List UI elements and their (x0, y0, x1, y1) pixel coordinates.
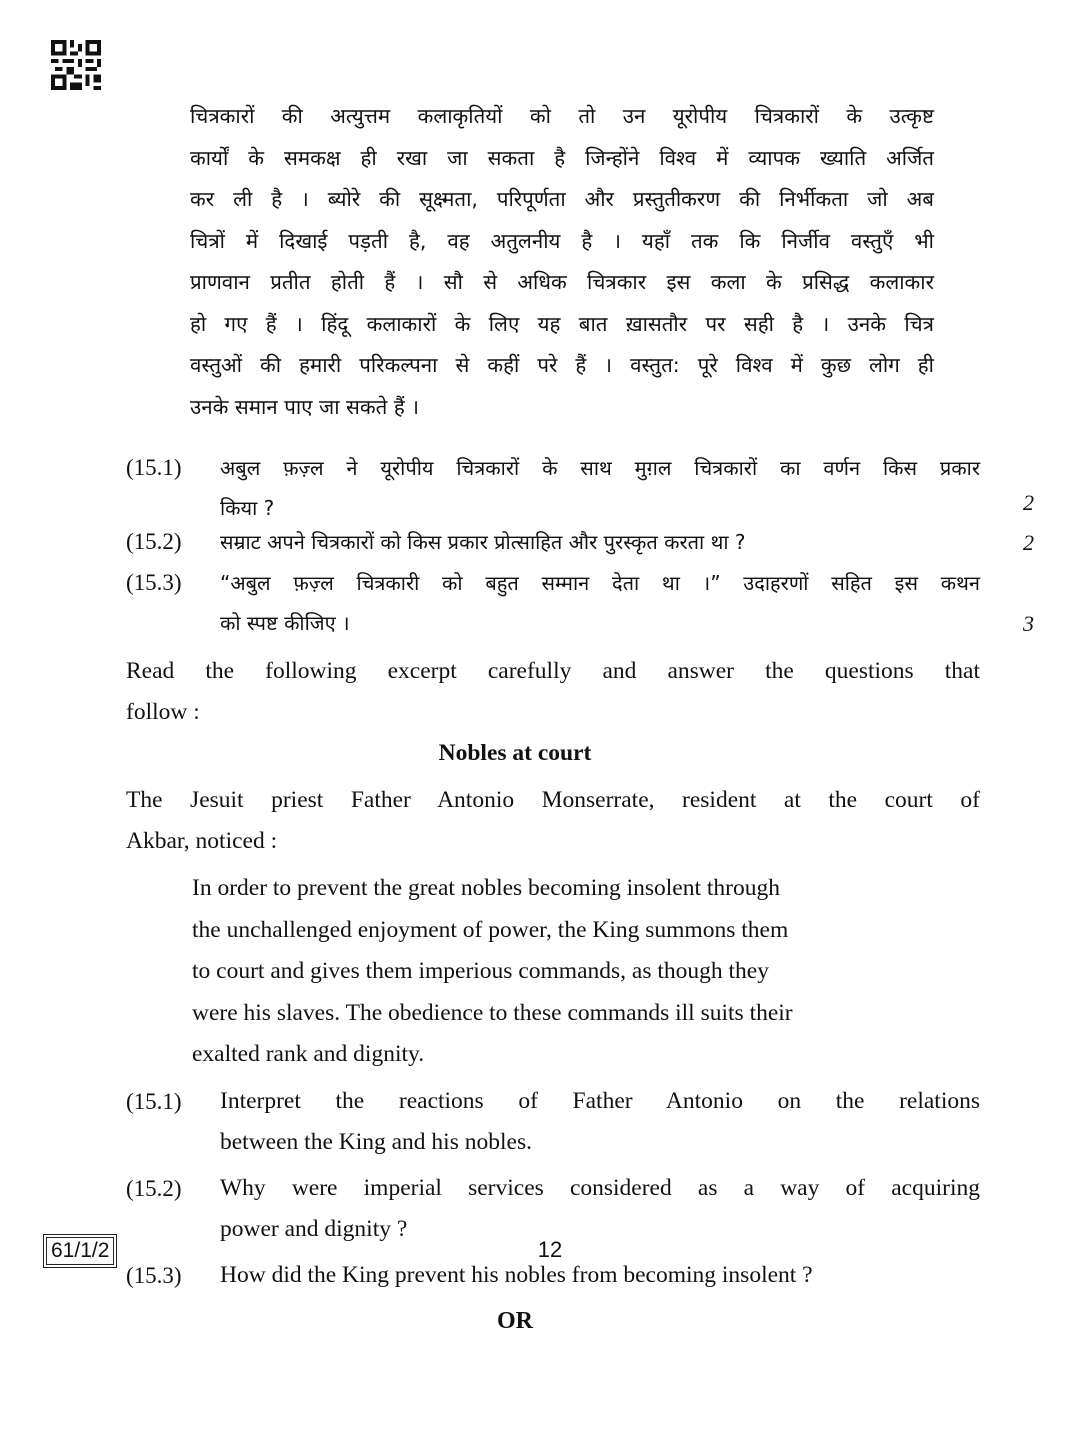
paper-code: 61/1/2 (46, 1237, 114, 1265)
quoted-excerpt (192, 868, 934, 1076)
quote-line: exalted rank and dignity. (192, 1041, 425, 1067)
or-label: OR (497, 1308, 533, 1334)
question-text (220, 563, 980, 643)
passage-line: कर ली है । ब्योरे की सूक्ष्मता, परिपूर्णता और प्रस्तुतीकरण की निर्भीकता जो अब (190, 187, 934, 211)
quote-line: to court and gives them imperious commands, as though they (192, 958, 769, 984)
question-number: (15.3) (126, 1263, 182, 1288)
question-line: Why were imperial services considered as a way of acquiring (220, 1175, 980, 1201)
intro-paragraph (126, 780, 980, 862)
question-number: (15.3) (126, 570, 182, 595)
question-line: किया ? (220, 496, 275, 520)
section-title: Nobles at court (438, 740, 592, 766)
passage-line: चित्रकारों की अत्युत्तम कलाकृतियों को तो उन यूरोपीय चित्रकारों के उत्कृष्ट (190, 104, 934, 128)
question-text (220, 1081, 980, 1163)
instruction-line: Read the following excerpt carefully and answer the questions that (126, 658, 980, 684)
question-line: between the King and his nobles. (220, 1129, 532, 1155)
hindi-question-15-1 (126, 448, 1036, 528)
hindi-question-15-2 (126, 522, 1036, 562)
question-marks: 3 (1023, 611, 1034, 636)
question-line: को स्पष्ट कीजिए । (220, 611, 350, 635)
hindi-question-15-3 (126, 563, 1036, 643)
question-line: अबुल फ़ज़्ल ने यूरोपीय चित्रकारों के साथ मुग़ल चित्रकारों का वर्णन किस प्रकार (220, 456, 980, 480)
passage-line: प्राणवान प्रतीत होती हैं । सौ से अधिक चित्रकार इस कला के प्रसिद्ध कलाकार (190, 270, 934, 294)
instruction (126, 651, 980, 733)
question-marks: 2 (1023, 490, 1034, 515)
question-number: (15.2) (126, 529, 182, 554)
question-text (220, 522, 980, 562)
passage-line: हो गए हैं । हिंदू कलाकारों के लिए यह बात ख़ासतौर पर सही है । उनके चित्र (190, 311, 934, 336)
passage-line: कार्यों के समकक्ष ही रखा जा सकता है जिन्होंने विश्व में व्यापक ख्याति अर्जित (190, 145, 934, 170)
question-line: “अबुल फ़ज़्ल चित्रकारी को बहुत सम्मान देता था ।” उदाहरणों सहित इस कथन (220, 571, 980, 595)
question-line: सम्राट अपने चित्रकारों को किस प्रकार प्रोत्साहित और पुरस्कृत करता था ? (220, 530, 746, 554)
question-line: power and dignity ? (220, 1216, 408, 1242)
page-number: 12 (537, 1237, 563, 1262)
intro-line: Akbar, noticed : (126, 828, 278, 854)
qr-code-icon (50, 40, 102, 90)
passage-line: वस्तुओं की हमारी परिकल्पना से कहीं परे हैं । वस्तुत: पूरे विश्व में कुछ लोग ही (190, 353, 934, 377)
passage-line: चित्रों में दिखाई पड़ती है, वह अतुलनीय है । यहाँ तक कि निर्जीव वस्तुएँ भी (190, 228, 934, 253)
question-line: Interpret the reactions of Father Antonio on the relations (220, 1088, 980, 1114)
english-question-15-1 (126, 1081, 1036, 1163)
quote-line: In order to prevent the great nobles becoming insolent through (192, 875, 780, 901)
intro-line: The Jesuit priest Father Antonio Monserrate, resident at the court of (126, 787, 980, 813)
question-number: (15.1) (126, 1089, 182, 1114)
quote-line: the unchallenged enjoyment of power, the King summons them (192, 916, 789, 943)
instruction-line: follow : (126, 699, 200, 725)
question-marks: 2 (1023, 530, 1034, 555)
passage-line: उनके समान पाए जा सकते हैं । (190, 394, 420, 419)
hindi-passage (190, 96, 934, 428)
quote-line: were his slaves. The obedience to these commands ill suits their (192, 999, 793, 1026)
question-number: (15.1) (126, 455, 182, 480)
question-number: (15.2) (126, 1176, 182, 1201)
question-text (220, 448, 980, 528)
question-line: How did the King prevent his nobles from becoming insolent ? (220, 1262, 813, 1288)
